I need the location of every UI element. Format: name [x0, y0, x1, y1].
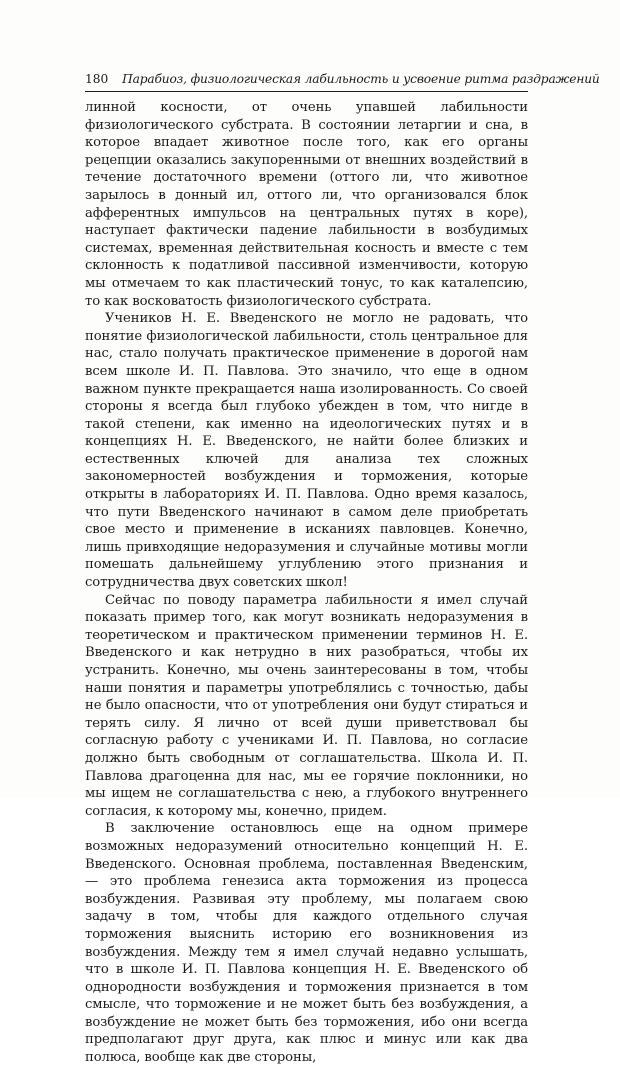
running-title: Парабиоз, физиологическая лабильность и усвоение ритма раздражений — [122, 72, 600, 86]
paragraph-continuation: линной косности, от очень упавшей лабильности физиологического субстрата. В состоянии летаргии и сна, в которое впадает животное после того, как его органы рецепции оказались закупоренными от внешних воздействий в течение достаточного времени (оттого ли, что животное зарылось в донный ил, оттого ли, что организовался блок афферентных импульсов на центральных путях в коре), наступает фактически падение лабильности в возбудимых системах, временная действительная косность и вместе с тем склонность к податливой пассивной изменчивости, которую мы отмечаем то как пластический тонус, то как каталепсию, то как восковатость физиологического субстрата. — [85, 100, 528, 309]
header-divider — [85, 91, 528, 92]
paragraph: В заключение остановлюсь еще на одном примере возможных недоразумений относительно концепций Н. Е. Введенского. Основная проблема, поставленная Введенским, — это проблема генезиса акта торможения из процесса возбуждения. Развивая эту проблему, мы полагаем свою задачу в том, чтобы для каждого отдельного случая торможения выяснить историю его возникновения из возбуждения. Между тем я имел случай недавно услышать, что в школе И. П. Павлова концепция Н. Е. Введенского об однородности возбуждения и торможения признается в том смысле, что торможение и не может быть без возбуждения, а возбуждение не может быть без торможения, ибо они всегда предполагают друг друга, как плюс и минус или как два полюса, вообще как две стороны, — [85, 821, 528, 1066]
paragraph: Сейчас по поводу параметра лабильности я имел случай показать пример того, как могут возникать недоразумения в теоретическом и практическом применении терминов Н. Е. Введенского и как нетрудно в них разобраться, чтобы их устранить. Конечно, мы очень заинтересованы в том, чтобы наши понятия и параметры употреблялись с точностью, дабы не было опасности, что от употребления они будут стираться и терять силу. Я лично от всей души приветствовал бы согласную работу с учениками И. П. Павлова, но согласие должно быть свободным от соглашательства. Школа И. П. Павлова драгоценна для нас, мы ее горячие поклонники, но мы ищем не соглашательства с нею, а глубокого внутреннего согласия, к которому мы, конечно, придем. — [85, 592, 528, 819]
page-number: 180 — [85, 72, 109, 86]
paragraph: Учеников Н. Е. Введенского не могло не радовать, что понятие физиологической лабильности, столь центральное для нас, стало получать практическое применение в дорогой нам всем школе И. П. Павлова. Это значило, что еще в одном важном пункте прекращается наша изолированность. Со своей стороны я всегда был глубоко убежден в том, что нигде в такой степени, как именно на идеологических путях и в концепциях Н. Е. Введенского, не найти более близких и естественных ключей для анализа тех сложных закономерностей возбуждения и торможения, которые открыты в лабораториях И. П. Павлова. Одно время казалось, что пути Введенского начинают в самом деле приобретать свое место и применение в исканиях павловцев. Конечно, лишь привходящие недоразумения и случайные мотивы могли помешать дальнейшему углублению этого признания и сотрудничества двух советских школ! — [85, 311, 528, 591]
body-text — [85, 99, 528, 1067]
page-header — [85, 70, 600, 88]
